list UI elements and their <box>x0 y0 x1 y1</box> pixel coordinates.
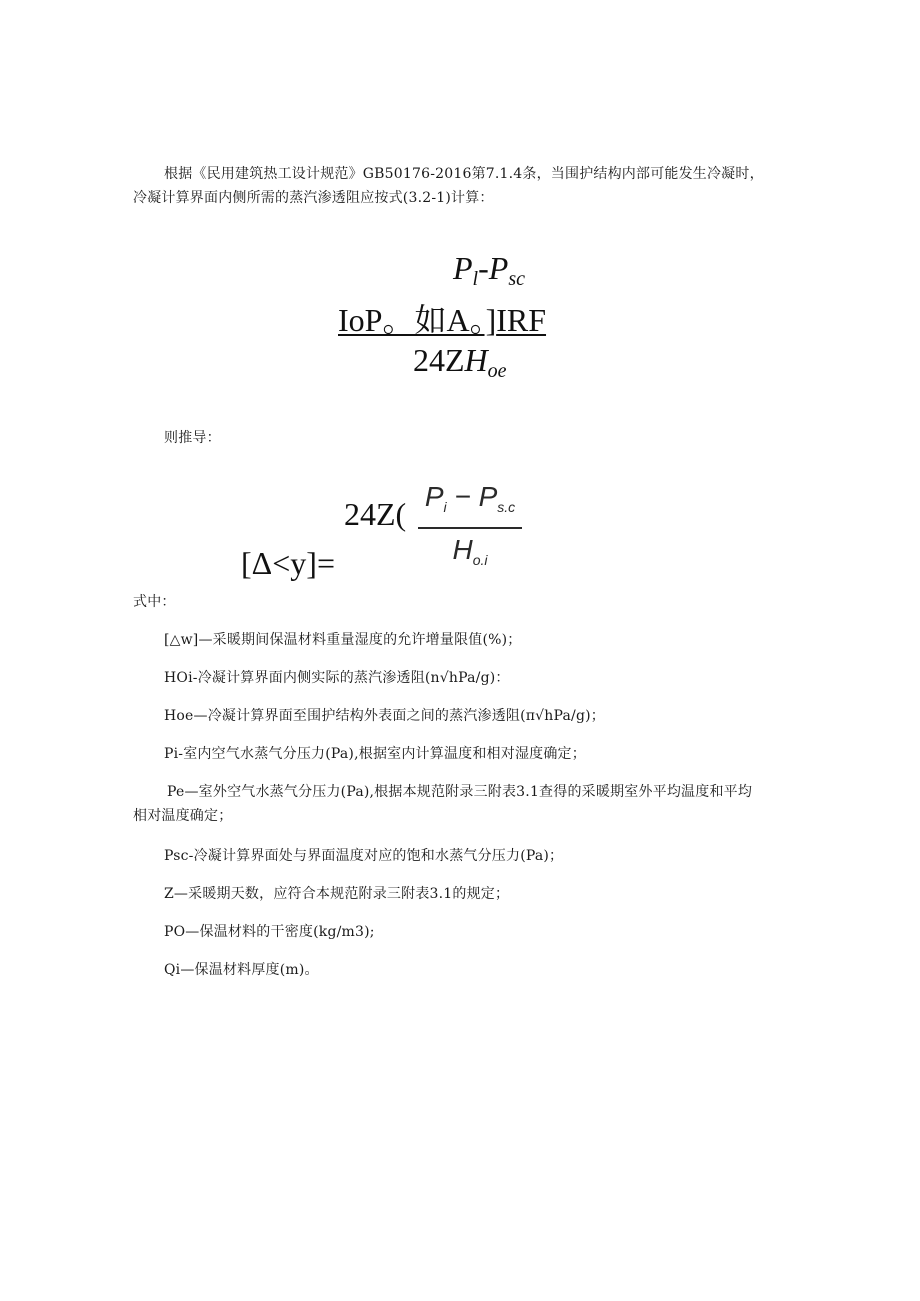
formula1-underlined-text: IoP。如A。] <box>338 302 497 338</box>
formula2-fraction <box>414 480 526 577</box>
formula1-main-line <box>338 295 546 341</box>
definition-item: HOi-冷凝计算界面内侧实际的蒸汽渗透阻(n√hPa/g)： <box>164 670 510 686</box>
where-label: 式中： <box>133 594 176 610</box>
formula1-tail-text: IRF <box>496 302 547 338</box>
definition-item: Pe—室外空气水蒸气分压力(Pa),根据本规范附录三附表3.1查得的采暖期室外平均温度和平均 <box>167 784 753 800</box>
definition-item-continuation: 相对温度确定； <box>133 808 233 824</box>
formula2-numerator: $P_i - P_{s.c}$ <box>424 481 516 515</box>
definition-item: [△w]—采暖期间保温材料重量湿度的允许增量限值(%)； <box>164 632 522 648</box>
definition-item: Hoe—冷凝计算界面至围护结构外表面之间的蒸汽渗透阻(π√hPa/g)； <box>164 708 606 724</box>
intro-line-1: 根据《民用建筑热工设计规范》GB50176-2016第7.1.4条，当围护结构内部可能发生冷凝时， <box>164 166 764 182</box>
derive-label: 则推导： <box>164 430 221 446</box>
definition-item: Z—采暖期天数，应符合本规范附录三附表3.1的规定； <box>164 886 510 902</box>
definition-item: Pi-室内空气水蒸气分压力(Pa),根据室内计算温度和相对湿度确定； <box>164 746 586 762</box>
formula2-denominator: $H_{o.i}$ <box>452 534 488 568</box>
formula2-lhs: [Δ<y]= <box>241 545 335 581</box>
definition-item: Qi—保温材料厚度(m)。 <box>164 962 319 978</box>
definition-item: PO—保温材料的干密度(kg∕m3); <box>164 924 375 940</box>
formula1-denominator: $24ZH_{oe}$ <box>413 342 507 382</box>
intro-line-2: 冷凝计算界面内侧所需的蒸汽渗透阻应按式(3.2-1)计算： <box>133 190 494 206</box>
formula1-numerator: $P_l-P_{sc}$ <box>453 250 525 290</box>
definition-item: Psc-冷凝计算界面处与界面温度对应的饱和水蒸气分压力(Pa)； <box>164 848 564 864</box>
formula2-prefix: 24Z( <box>344 496 407 532</box>
formula2-fraction-bar <box>418 527 522 529</box>
